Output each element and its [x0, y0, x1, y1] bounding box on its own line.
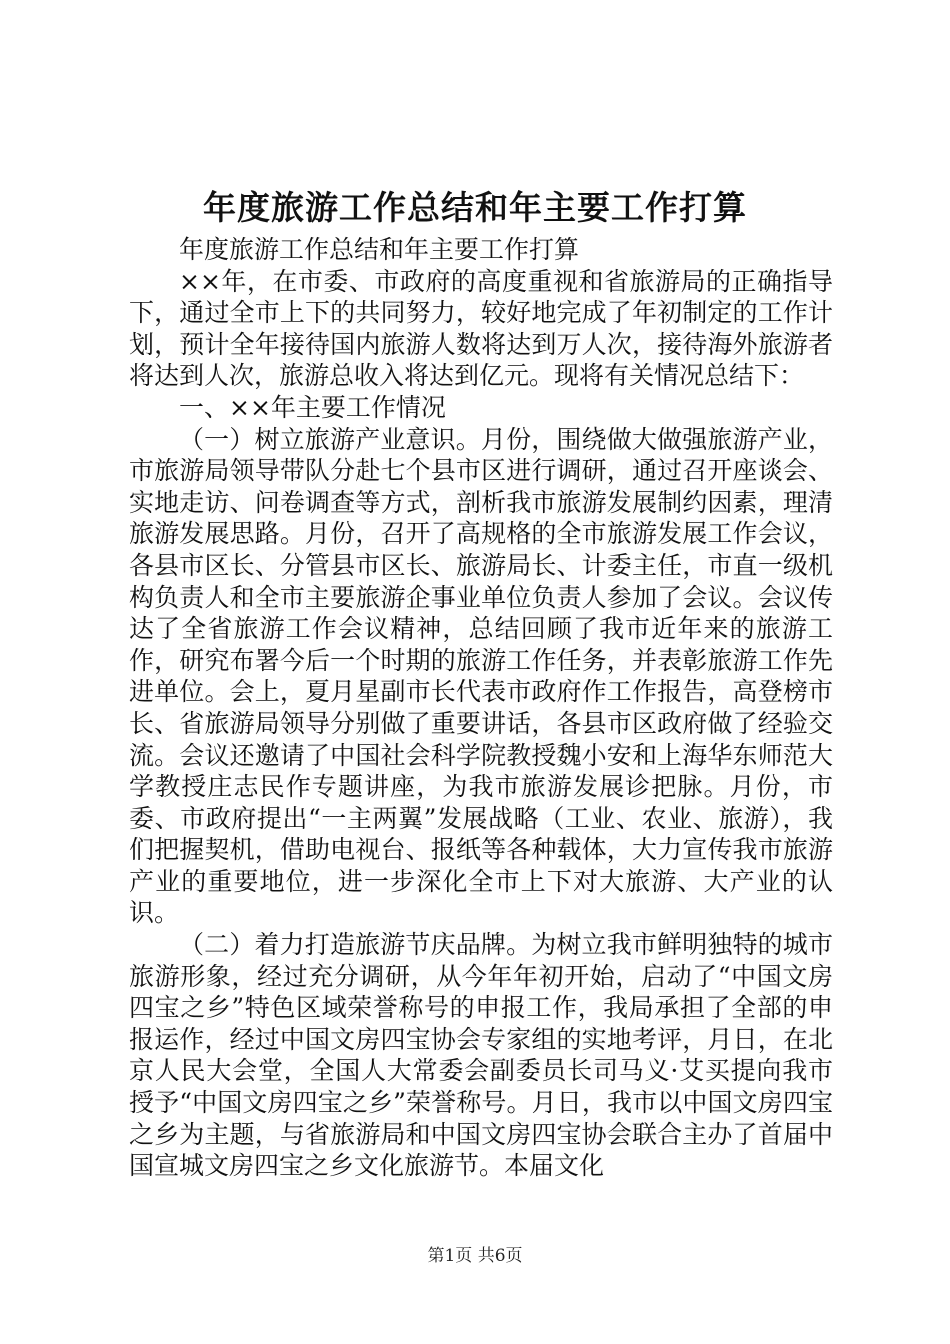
paragraph-subtitle: 年度旅游工作总结和年主要工作打算 [179, 235, 580, 264]
paragraph-item-1: （一）树立旅游产业意识。月份，围绕做大做强旅游产业，市旅游局领导带队分赴七个县市区进行调研，通过召开座谈会、实地走访、问卷调查等方式，剖析我市旅游发展制约因素，理清旅游发展思路。月份，召开了高规格的全市旅游发展工作会议，各县市区长、分管县市区长、旅游局长、计委主任，市直一级机构负责人和全市主要旅游企事业单位负责人参加了会议。会议传达了全省旅游工作会议精神，总结回顾了我市近年来的旅游工作，研究布署今后一个时期的旅游工作任务，并表彰旅游工作先进单位。会上，夏月星副市长代表市政府作工作报告，高登榜市长、省旅游局领导分别做了重要讲话，各县市区政府做了经验交流。会议还邀请了中国社会科学院教授魏小安和上海华东师范大学教授庄志民作专题讲座，为我市旅游发展诊把脉。月份，市委、市政府提出“一主两翼”发展战略（工业、农业、旅游），我们把握契机，借助电视台、报纸等各种载体，大力宣传我市旅游产业的重要地位，进一步深化全市上下对大旅游、大产业的认识。 [129, 424, 833, 928]
page-footer: 第1页 共6页 [427, 1246, 523, 1266]
document-title: 年度旅游工作总结和年主要工作打算 [203, 188, 747, 227]
document-body [129, 234, 833, 1182]
paragraph-intro: ××年，在市委、市政府的高度重视和省旅游局的正确指导下，通过全市上下的共同努力，较好地完成了年初制定的工作计划，预计全年接待国内旅游人数将达到万人次，接待海外旅游者将达到人次，旅游总收入将达到亿元。现将有关情况总结下： [129, 266, 833, 391]
paragraph-item-2: （二）着力打造旅游节庆品牌。为树立我市鲜明独特的城市旅游形象，经过充分调研，从今年年初开始，启动了“中国文房四宝之乡”特色区域荣誉称号的申报工作，我局承担了全部的申报运作，经过中国文房四宝协会专家组的实地考评，月日，在北京人民大会堂，全国人大常委会副委员长司马义·艾买提向我市授予“中国文房四宝之乡”荣誉称号。月日，我市以中国文房四宝之乡为主题，与省旅游局和中国文房四宝协会联合主办了首届中国宣城文房四宝之乡文化旅游节。本届文化 [129, 930, 833, 1181]
section-heading: 一、××年主要工作情况 [179, 392, 446, 422]
